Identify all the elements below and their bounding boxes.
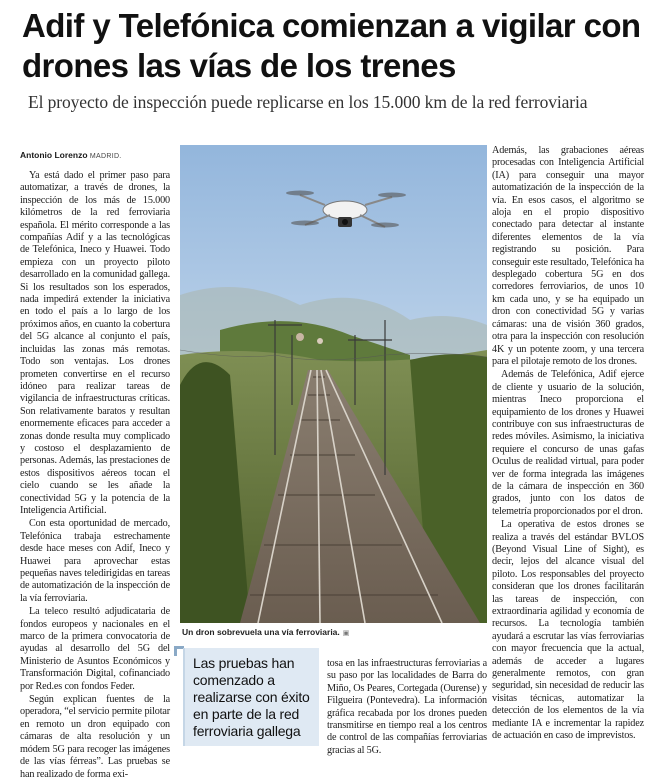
caption-text: Un dron sobrevuela una vía ferroviaria. <box>182 627 340 637</box>
drone-railway-photo <box>180 145 487 623</box>
byline <box>20 150 180 160</box>
article-column-2-bottom <box>327 658 487 758</box>
paragraph: Además, las grabaciones aéreas procesadas con Inteligencia Artificial (IA) para conseguir una mayor automatización de la inspección de la vía. En esos casos, el algoritmo se aloja en el propio dispositivo conectado para detectar al instante diferentes elementos de la vía registrando su posición. Para conseguir este resultado, Telefónica ha desplegado cobertura 5G en dos corredores ferroviarios, de unos 10 km cada uno, y se ha equipado un dron con conectividad 5G y varias cámaras: una de visión 360 grados, otra para la inspección con resolución 4K y un potente zoom, y una tercera para el pilotaje remoto de los drones. <box>492 145 644 367</box>
pullquote: Las pruebas han comenzado a realizarse con éxito en parte de la red ferroviaria gallega <box>183 648 319 746</box>
headline: Adif y Telefónica comienzan a vigilar con drones las vías de los trenes <box>22 7 641 84</box>
paragraph: La teleco resultó adjudicataria de fondos europeos y nacionales en el marco de la primera convocatoria de ayudas al desarrollo del 5G del Ministerio de Asuntos Económicos y Transformación Digital, cofinanciado por Red.es con fondos Feder. <box>20 606 170 692</box>
byline-author: Antonio Lorenzo <box>20 150 88 160</box>
article-column-3 <box>492 145 644 744</box>
paragraph: Según explican fuentes de la operadora, “el servicio permite pilotar en remoto un dron equipado con cámaras de alta resolución y un módem 5G para recoger las imágenes de las vías férreas”. Las pruebas se han realizado de forma exi- <box>20 694 170 780</box>
camera-icon: ▣ <box>342 630 350 637</box>
photo-caption <box>182 627 482 637</box>
paragraph: tosa en las infraestructuras ferroviarias a su paso por las localidades de Barra do Miño, Os Peares, Cortegada (Ourense) y Filgueira (Pontevedra). La información gráfica recabada por los drones pueden transmitirse en tiempo real a los centros de control de las compañías ferroviarias gracias al 5G. <box>327 658 487 756</box>
subheadline: El proyecto de inspección puede replicarse en los 15.000 km de la red ferroviaria <box>28 92 588 112</box>
paragraph: Además de Telefónica, Adif ejerce de cliente y usuario de la solución, mientras Ineco proporciona el equipamiento de los drones y Huawei contribuye con sus infraestructuras de redes móviles. Asimismo, la iniciativa requiere el concurso de unas gafas Oculus de realidad virtual, para poder ver de forma integrada las imágenes de la cámara de inspección en 360 grados, junto con los datos de telemetría proporcionados por el dron. <box>492 369 644 517</box>
paragraph: Ya está dado el primer paso para automatizar, a través de drones, la inspección de los más de 15.000 kilómetros de la red ferroviaria española. El mérito corresponde a las compañías Adif y a las tecnológicas de Telefónica, Ineco y Huawei. Todo empieza con un proyecto piloto desarrollado en la comunidad gallega. Si los resultados son los esperados, nada impedirá extender la iniciativa en todo el país a lo largo de los próximos años, en cuanto la cobertura del 5G alcance al conjunto el país, incluidas las zonas más remotas. Todo son ventajas. Los drones prometen convertirse en el recurso idóneo para realizar tareas de vigilancia de infraestructuras críticas. Son relativamente baratos y resultan enormemente eficaces para acceder a zonas donde resulta muy complicado y costoso el desplazamiento de personas. Además, las prestaciones de estos dispositivos aéreos tocan el cielo cuando se les añade la conectividad 5G y la potencia de la Inteligencia Artificial. <box>20 170 170 516</box>
article-column-1 <box>20 170 170 781</box>
photo-illustration <box>180 145 487 623</box>
byline-place: MADRID. <box>89 153 122 160</box>
paragraph: Con esta oportunidad de mercado, Telefónica trabaja estrechamente desde hace meses con Adif, Ineco y Huawei para aprovechar estas pequeñas naves teledirigidas en tareas de automatización de la inspección de la vía ferroviaria. <box>20 518 170 604</box>
paragraph: La operativa de estos drones se realiza a través del estándar BVLOS (Beyond Visual Line of Sight), es decir, lejos del alcance visual del piloto. Los responsables del proyecto consideran que los drones facilitarán las tareas de inspección, con extraordinaria agilidad y economía de recursos. La tecnología también ayudará a escrutar las vías ferroviarias con mayor frecuencia que la actual, además de acceder a lugares generalmente remotos, con gran seguridad, sin necesidad de reducir las visitas técnicas, automatizar la detección de los elementos de la vía mediante IA e incrementar la rapidez de actuación en caso de imprevistos. <box>492 519 644 742</box>
